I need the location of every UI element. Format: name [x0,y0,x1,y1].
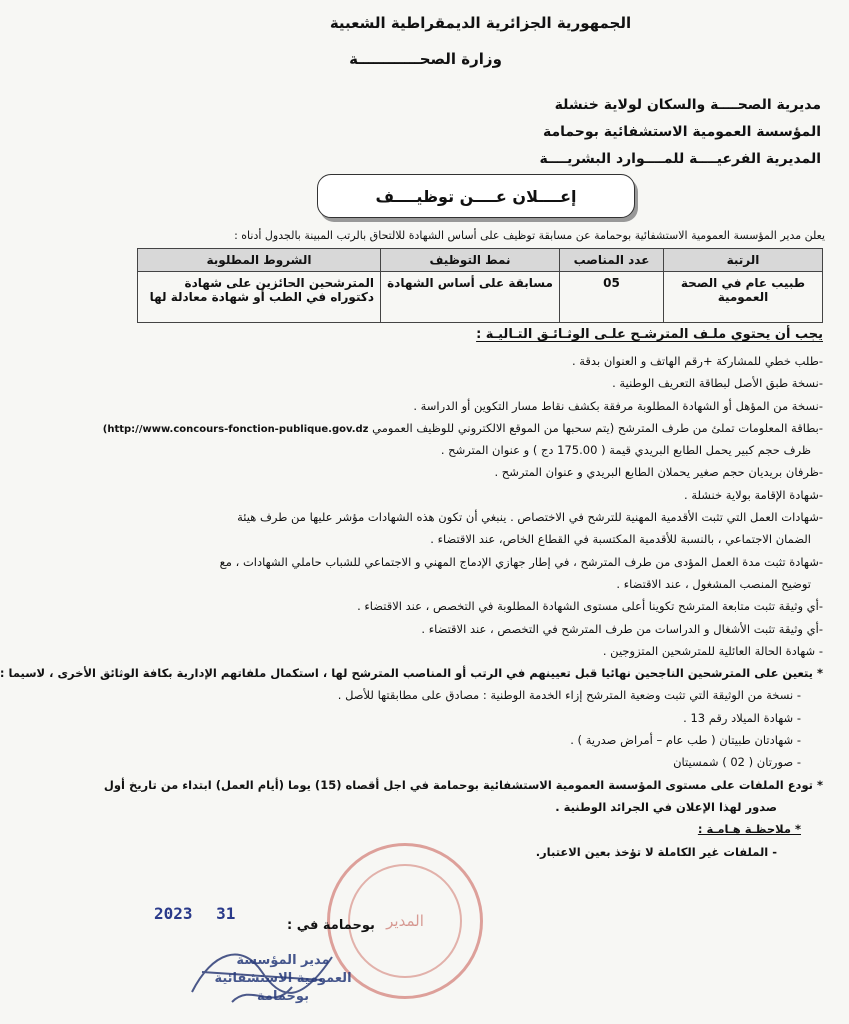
stamp-label: المدير [386,912,424,930]
cell-requirements: المترشحين الحائزين على شهادة دكتوراه في الطب أو شهادة معادلة لها [138,272,381,323]
announcement-title-box [317,174,635,218]
signature-stamp-text: مدير المؤسسة العمومية الاستشفائية بوحمامة [214,953,352,1004]
republic-title: الجمهورية الجزائرية الديمقراطية الشعبية [329,14,632,32]
cell-rank: طبيب عام في الصحة العمومية [664,272,823,323]
signing-place: بوحمامة في : [287,918,375,933]
document-line-text: -طلب خطي للمشاركة +رقم الهاتف و العنوان بدقة . [571,354,823,368]
document-line [130,484,823,506]
document-line [130,350,823,372]
document-line-text: -شهادات العمل التي تثبت الأقدمية المهنية للترشح في الاختصاص . ينبغي أن تكون هذه الشهادات مؤشر عليها من طرف هيئة [237,510,823,525]
header-requirements: الشروط المطلوبة [138,249,381,272]
website-url: (http://www.concours-fonction-publique.gov.dz [102,423,369,435]
document-line-text: * يتعين على المترشحين الناجحين نهائيا قبل تعيينهم في الرتب أو المناصب المترشح لها ، استكمال ملفاتهم الإدارية بكافة الوثائق الأخرى ، لاسيما : [0,666,823,681]
header-positions-count: عدد المناصب [560,249,664,272]
document-line [130,551,823,573]
required-documents-heading: يجب أن يحتوي ملـف المترشـح علـى الوثـائـق التـاليـة : [476,327,823,342]
document-line-text: -شهادة الإقامة بولاية خنشلة . [684,487,823,502]
cell-positions-count: 05 [560,272,664,323]
document-line-text: - صورتان ( 02 ) شمسيتان [673,755,801,770]
document-line-text: * تودع الملفات على مستوى المؤسسة العمومية الاستشفائية بوحمامة في اجل أقصاه (15) يوما (أيام العمل) ابتداء من تاريخ أول [103,777,823,792]
document-line-text: الضمان الاجتماعي ، بالنسبة للأقدمية المكتسبة في القطاع الخاص، عند الاقتضاء . [430,532,811,547]
date-day: 31 [216,904,236,923]
document-line-text: * ملاحظـة هـامـة : [697,822,801,837]
document-line [130,528,823,550]
document-line-text: -أي وثيقة تثبت متابعة المترشح تكوينا أعلى مستوى الشهادة المطلوبة في التخصص ، عند الاقتضاء . [357,599,823,614]
document-line-text: -بطاقة المعلومات تملئ من طرف المترشح (يتم سحبها من الموقع الالكتروني للوظيف العمومي [372,420,823,435]
document-line-text: - شهادة الميلاد رقم 13 . [683,710,801,725]
document-line [130,573,823,595]
document-line [0,662,823,684]
document-line [130,640,823,662]
document-line [130,506,823,528]
header-recruitment-mode: نمط التوظيف [381,249,560,272]
cell-recruitment-mode: مسابقة على أساس الشهادة [381,272,560,323]
document-line [130,796,823,818]
issuer-hospital: المؤسسة العمومية الاستشفائية بوحمامة [542,124,821,140]
document-line-text: -ظرفان بريديان حجم صغير يحملان الطابع البريدي و عنوان المترشح . [494,465,823,480]
document-line [130,439,823,461]
document-line-text: -شهادة تثبت مدة العمل المؤدى من طرف المترشح ، في إطار جهازي الإدماج المهني و الاجتماعي للشباب حاملي الشهادات ، مع [219,554,823,569]
table-row [138,272,823,323]
document-line [130,684,823,706]
intro-paragraph: يعلن مدير المؤسسة العمومية الاستشفائية بوحمامة عن مسابقة توظيف على أساس الشهادة للالتحاق بالرتب المبينة بالجدول أدناه : [234,229,825,242]
document-line [130,818,823,840]
document-line-text: صدور لهذا الإعلان في الجرائد الوطنية . [555,799,777,814]
date-year: 2023 [154,904,193,923]
positions-table [137,248,823,323]
document-line [130,729,823,751]
document-line [130,395,823,417]
issuer-subdirectorate: المديرية الفرعيــــة للمــــوارد البشريــــة [539,151,821,167]
document-line [130,372,823,394]
document-line-text: ظرف حجم كبير يحمل الطابع البريدي قيمة ( 175.00 دج ) و عنوان المترشح . [440,443,811,458]
document-line-text: - الملفات غير الكاملة لا تؤخذ بعين الاعتبار. [535,844,777,859]
document-line-text: - شهادة الحالة العائلية للمترشحين المتزوجين . [602,643,823,658]
document-line [130,618,823,640]
date-stamp [154,904,249,923]
document-line [103,774,823,796]
document-line [130,707,823,729]
document-line [130,595,823,617]
header-rank: الرتبة [664,249,823,272]
document-line-text: - نسخة من الوثيقة التي تثبت وضعية المترشح إزاء الخدمة الوطنية : مصادق على مطابقتها للأصل . [337,688,801,703]
document-line [130,751,823,773]
document-line-text: توضيح المنصب المشغول ، عند الاقتضاء . [616,576,811,591]
documents-list [0,350,823,863]
document-line-text: -نسخة طبق الأصل لبطاقة التعريف الوطنية . [612,376,823,391]
table-header-row [138,249,823,272]
document-line [130,461,823,483]
document-line-text: -نسخة من المؤهل أو الشهادة المطلوبة مرفقة بكشف نقاط مسار التكوين أو الدراسة . [413,398,823,413]
document-line [130,841,823,863]
document-line [102,417,823,439]
document-line-text: - شهادتان طبيتان ( طب عام – أمراض صدرية ) . [570,733,801,748]
issuer-directorate: مديرية الصحــــة والسكان لولاية خنشلة [554,97,821,113]
document-line-text: -أي وثيقة تثبت الأشغال و الدراسات من طرف المترشح في التخصص ، عند الاقتضاء . [421,621,823,636]
announcement-title: إعــــلان عــــن توظيــــف [375,186,577,206]
ministry-title: وزارة الصحــــــــــــة [349,50,502,68]
